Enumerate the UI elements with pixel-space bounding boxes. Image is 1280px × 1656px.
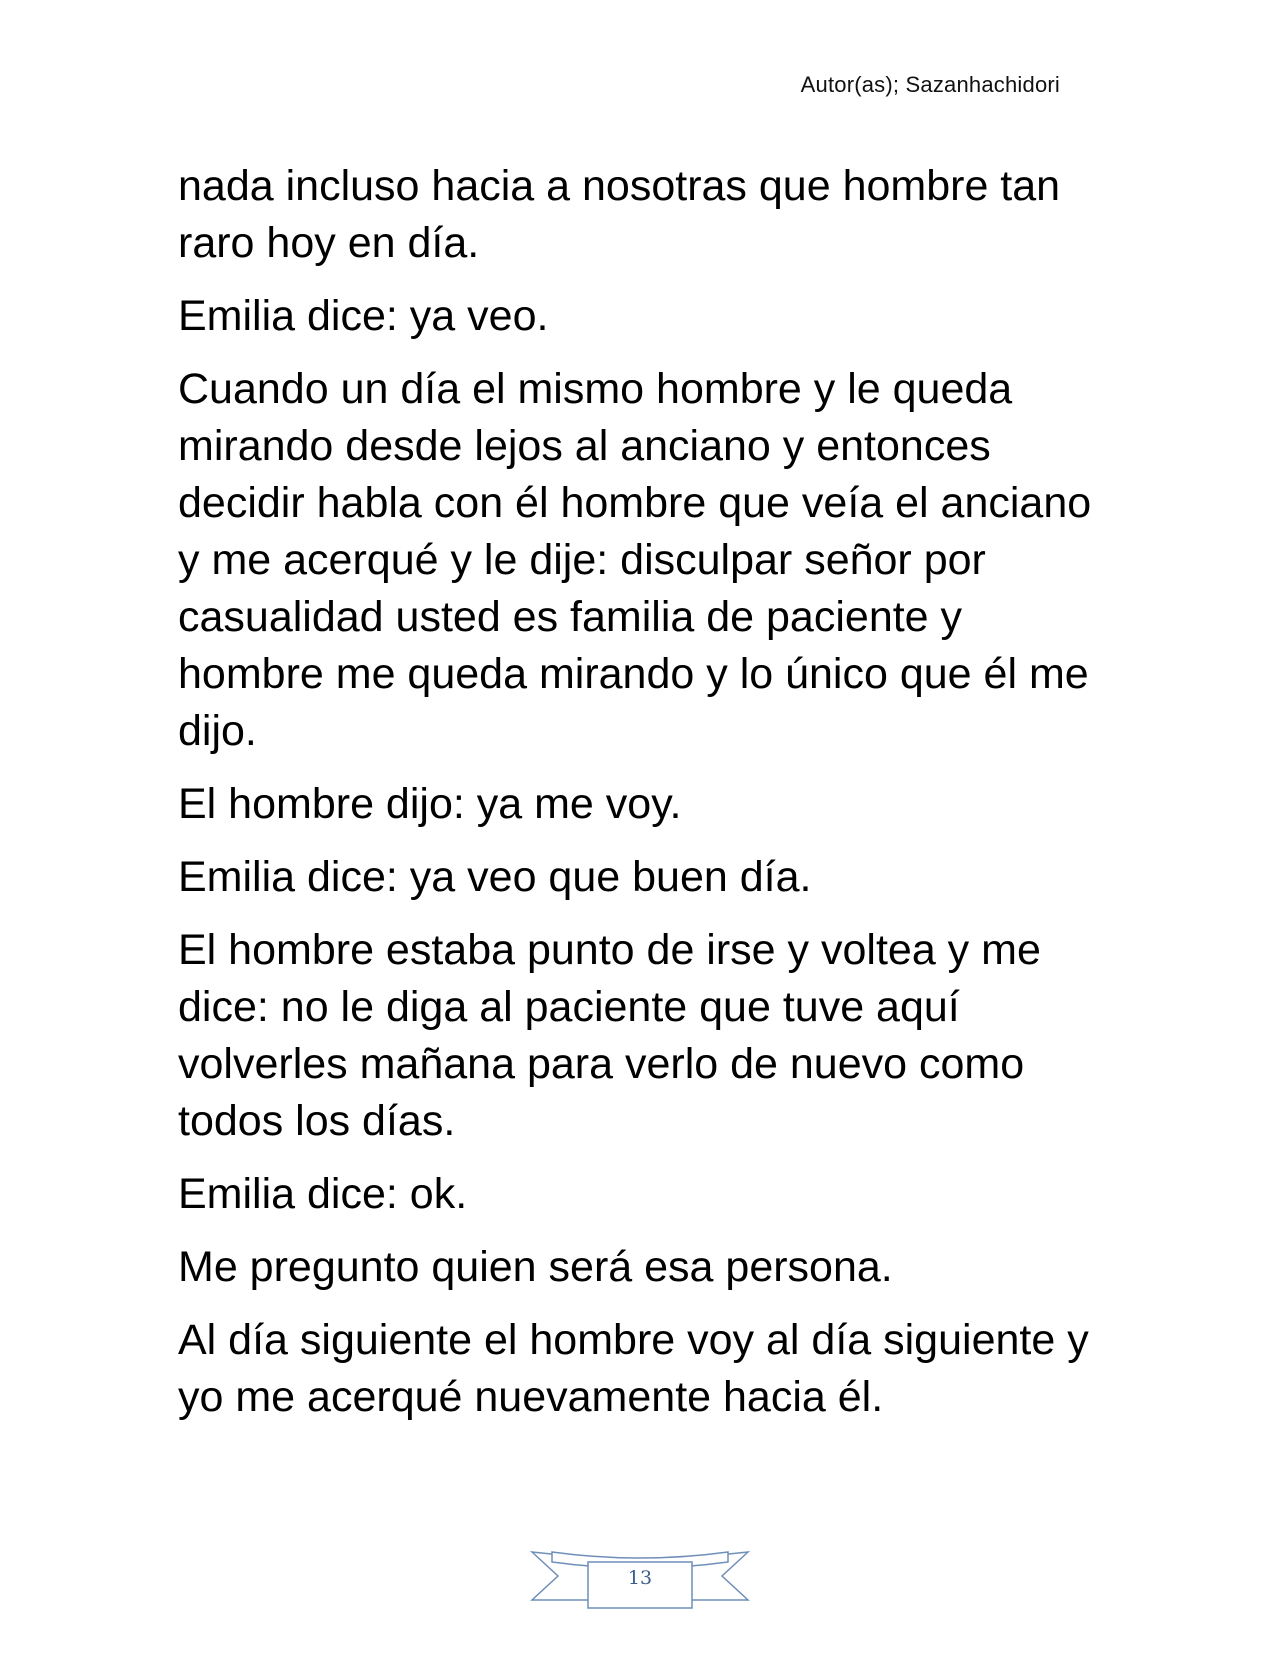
paragraph: Emilia dice: ya veo. (178, 292, 549, 340)
paragraph: Al día siguiente el hombre voy al día siguiente y yo me acerqué nuevamente hacia él. (178, 1316, 1089, 1421)
running-header-author: Autor(as); Sazanhachidori (800, 72, 1060, 97)
paragraph: Cuando un día el mismo hombre y le queda mirando desde lejos al anciano y entonces decidir habla con él hombre que veía el anciano y me acerqué y le dije: disculpar señor por casualidad usted es familia de paciente y hombre me queda mirando y lo único que él me dijo. (178, 365, 1092, 755)
paragraph: El hombre estaba punto de irse y voltea y me dice: no le diga al paciente que tuve aquí volverles mañana para verlo de nuevo como todos los días. (178, 926, 1041, 1145)
paragraph: nada incluso hacia a nosotras que hombre tan raro hoy en día. (178, 162, 1061, 267)
page-body (178, 158, 1118, 1442)
paragraph: El hombre dijo: ya me voy. (178, 780, 682, 828)
page-number: 13 (627, 1567, 653, 1589)
paragraph: Me pregunto quien será esa persona. (178, 1243, 893, 1291)
page-number-ribbon (530, 1548, 750, 1614)
paragraph: Emilia dice: ya veo que buen día. (178, 853, 812, 901)
paragraph: Emilia dice: ok. (178, 1170, 468, 1218)
